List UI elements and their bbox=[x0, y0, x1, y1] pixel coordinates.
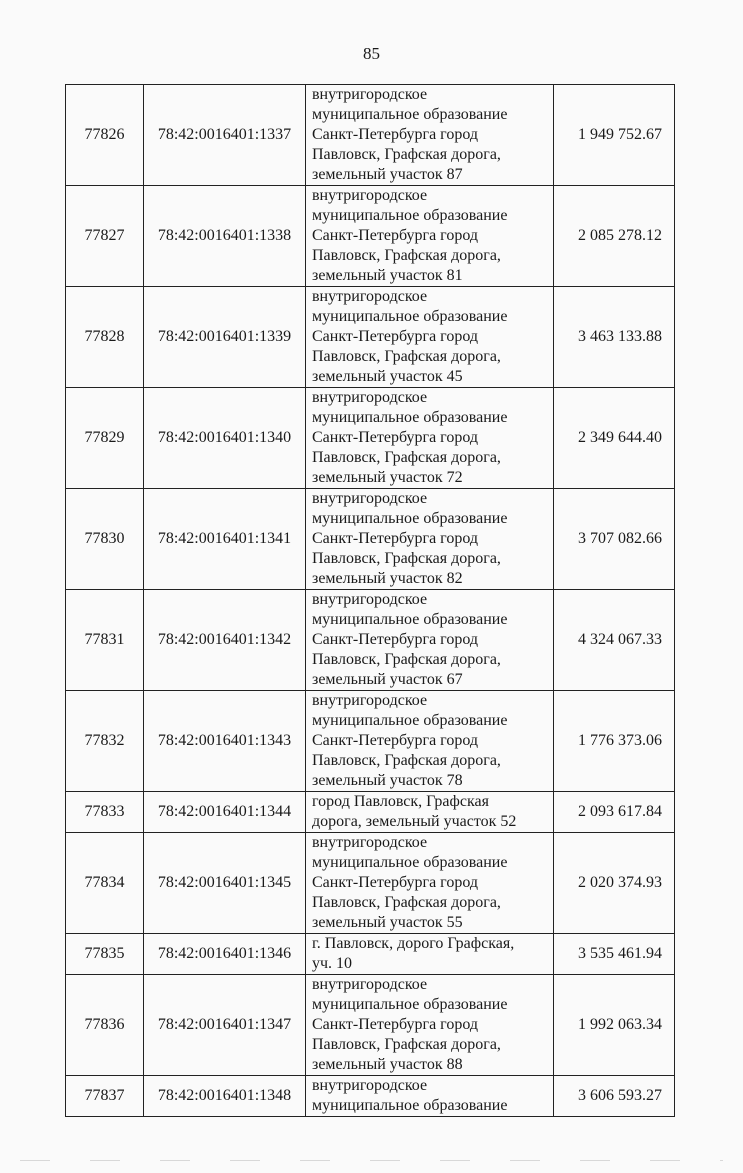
address-line: внутригородское bbox=[312, 288, 428, 305]
address-cell bbox=[306, 975, 554, 1076]
address-line: земельный участок 88 bbox=[312, 1056, 463, 1073]
address-line: земельный участок 78 bbox=[312, 772, 463, 789]
address-line: Павловск, Графская дорога, bbox=[312, 449, 501, 466]
cadastral-value-cell: 2 020 374.93 bbox=[554, 833, 675, 934]
table-row bbox=[66, 792, 675, 833]
cadastral-number-cell: 78:42:0016401:1344 bbox=[144, 792, 306, 833]
address-line: муниципальное образование bbox=[312, 712, 508, 729]
cadastral-number-cell: 78:42:0016401:1345 bbox=[144, 833, 306, 934]
address-line: город Павловск, Графская bbox=[312, 793, 489, 810]
table-row bbox=[66, 590, 675, 691]
address-line: Павловск, Графская дорога, bbox=[312, 1036, 501, 1053]
address-line: земельный участок 45 bbox=[312, 368, 463, 385]
address-line: внутригородское bbox=[312, 591, 428, 608]
address-line: уч. 10 bbox=[312, 955, 353, 972]
address-line: земельный участок 82 bbox=[312, 570, 463, 587]
table-row bbox=[66, 691, 675, 792]
table-row bbox=[66, 85, 675, 186]
address-cell bbox=[306, 489, 554, 590]
address-line: внутригородское bbox=[312, 187, 428, 204]
cadastral-number-cell: 78:42:0016401:1342 bbox=[144, 590, 306, 691]
address-line: Санкт-Петербурга город bbox=[312, 732, 479, 749]
table-row bbox=[66, 287, 675, 388]
address-cell bbox=[306, 833, 554, 934]
row-number-cell: 77829 bbox=[66, 388, 144, 489]
row-number-cell: 77831 bbox=[66, 590, 144, 691]
row-number-cell: 77837 bbox=[66, 1076, 144, 1117]
address-line: муниципальное образование bbox=[312, 854, 508, 871]
address-line: г. Павловск, дорого Графская, bbox=[312, 935, 515, 952]
cadastral-value-cell: 1 776 373.06 bbox=[554, 691, 675, 792]
row-number-cell: 77826 bbox=[66, 85, 144, 186]
address-line: Павловск, Графская дорога, bbox=[312, 752, 501, 769]
table-row bbox=[66, 833, 675, 934]
cadastral-number-cell: 78:42:0016401:1338 bbox=[144, 186, 306, 287]
scan-edge-noise bbox=[20, 1160, 723, 1161]
row-number-cell: 77832 bbox=[66, 691, 144, 792]
address-line: Санкт-Петербурга город bbox=[312, 631, 479, 648]
table-row bbox=[66, 934, 675, 975]
land-plot-table bbox=[65, 84, 675, 1117]
address-line: земельный участок 67 bbox=[312, 671, 463, 688]
cadastral-value-cell: 2 085 278.12 bbox=[554, 186, 675, 287]
cadastral-value-cell: 1 992 063.34 bbox=[554, 975, 675, 1076]
address-line: Санкт-Петербурга город bbox=[312, 1016, 479, 1033]
address-cell bbox=[306, 186, 554, 287]
address-line: Павловск, Графская дорога, bbox=[312, 348, 501, 365]
address-cell bbox=[306, 792, 554, 833]
address-cell bbox=[306, 934, 554, 975]
cadastral-number-cell: 78:42:0016401:1347 bbox=[144, 975, 306, 1076]
cadastral-number-cell: 78:42:0016401:1343 bbox=[144, 691, 306, 792]
address-line: Санкт-Петербурга город bbox=[312, 126, 479, 143]
table-row bbox=[66, 1076, 675, 1117]
cadastral-number-cell: 78:42:0016401:1348 bbox=[144, 1076, 306, 1117]
address-line: муниципальное образование bbox=[312, 611, 508, 628]
cadastral-value-cell: 3 463 133.88 bbox=[554, 287, 675, 388]
address-line: Павловск, Графская дорога, bbox=[312, 146, 501, 163]
cadastral-number-cell: 78:42:0016401:1341 bbox=[144, 489, 306, 590]
address-line: Санкт-Петербурга город bbox=[312, 530, 479, 547]
address-line: муниципальное образование bbox=[312, 106, 508, 123]
address-cell bbox=[306, 1076, 554, 1117]
cadastral-number-cell: 78:42:0016401:1337 bbox=[144, 85, 306, 186]
address-line: Павловск, Графская дорога, bbox=[312, 550, 501, 567]
address-line: земельный участок 87 bbox=[312, 166, 463, 183]
cadastral-value-cell: 2 093 617.84 bbox=[554, 792, 675, 833]
address-line: муниципальное образование bbox=[312, 996, 508, 1013]
address-cell bbox=[306, 287, 554, 388]
address-line: Санкт-Петербурга город bbox=[312, 227, 479, 244]
address-line: земельный участок 55 bbox=[312, 914, 463, 931]
address-line: Павловск, Графская дорога, bbox=[312, 651, 501, 668]
address-line: муниципальное образование bbox=[312, 1097, 508, 1114]
row-number-cell: 77836 bbox=[66, 975, 144, 1076]
address-line: Санкт-Петербурга город bbox=[312, 874, 479, 891]
address-cell bbox=[306, 691, 554, 792]
address-line: земельный участок 81 bbox=[312, 267, 463, 284]
address-line: муниципальное образование bbox=[312, 308, 508, 325]
cadastral-value-cell: 4 324 067.33 bbox=[554, 590, 675, 691]
address-line: муниципальное образование bbox=[312, 207, 508, 224]
address-line: внутригородское bbox=[312, 389, 428, 406]
cadastral-number-cell: 78:42:0016401:1346 bbox=[144, 934, 306, 975]
cadastral-value-cell: 3 535 461.94 bbox=[554, 934, 675, 975]
page-number: 85 bbox=[363, 44, 380, 63]
address-line: Павловск, Графская дорога, bbox=[312, 247, 501, 264]
row-number-cell: 77827 bbox=[66, 186, 144, 287]
address-line: муниципальное образование bbox=[312, 510, 508, 527]
table-row bbox=[66, 388, 675, 489]
table-body bbox=[66, 85, 675, 1117]
address-line: Санкт-Петербурга город bbox=[312, 328, 479, 345]
cadastral-value-cell: 3 606 593.27 bbox=[554, 1076, 675, 1117]
address-line: внутригородское bbox=[312, 1077, 428, 1094]
row-number-cell: 77833 bbox=[66, 792, 144, 833]
address-line: внутригородское bbox=[312, 834, 428, 851]
address-cell bbox=[306, 590, 554, 691]
address-line: дорога, земельный участок 52 bbox=[312, 813, 517, 830]
cadastral-value-cell: 2 349 644.40 bbox=[554, 388, 675, 489]
address-cell bbox=[306, 85, 554, 186]
cadastral-value-cell: 1 949 752.67 bbox=[554, 85, 675, 186]
cadastral-number-cell: 78:42:0016401:1340 bbox=[144, 388, 306, 489]
address-line: внутригородское bbox=[312, 976, 428, 993]
row-number-cell: 77835 bbox=[66, 934, 144, 975]
row-number-cell: 77830 bbox=[66, 489, 144, 590]
cadastral-value-cell: 3 707 082.66 bbox=[554, 489, 675, 590]
address-line: Санкт-Петербурга город bbox=[312, 429, 479, 446]
address-line: муниципальное образование bbox=[312, 409, 508, 426]
address-line: Павловск, Графская дорога, bbox=[312, 894, 501, 911]
address-cell bbox=[306, 388, 554, 489]
address-line: земельный участок 72 bbox=[312, 469, 463, 486]
table-row bbox=[66, 489, 675, 590]
cadastral-number-cell: 78:42:0016401:1339 bbox=[144, 287, 306, 388]
address-line: внутригородское bbox=[312, 692, 428, 709]
address-line: внутригородское bbox=[312, 490, 428, 507]
address-line: внутригородское bbox=[312, 86, 428, 103]
table-row bbox=[66, 186, 675, 287]
row-number-cell: 77828 bbox=[66, 287, 144, 388]
table-row bbox=[66, 975, 675, 1076]
row-number-cell: 77834 bbox=[66, 833, 144, 934]
